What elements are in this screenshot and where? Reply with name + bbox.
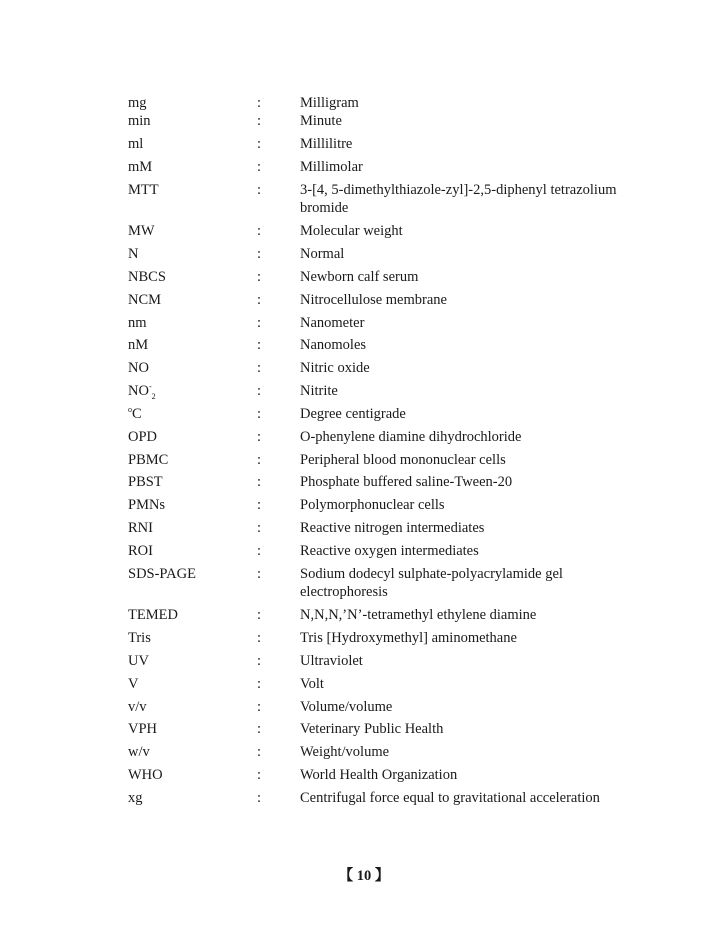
abbreviation-term: NO — [128, 360, 149, 376]
abbreviation-row — [0, 158, 728, 178]
abbreviation-row — [0, 268, 728, 288]
abbreviation-definition: Millilitre — [300, 136, 353, 152]
abbreviation-definition: Centrifugal force equal to gravitational acceleration — [300, 790, 600, 806]
abbreviation-row — [0, 112, 728, 132]
abbreviation-row — [0, 789, 728, 809]
abbreviation-term: v/v — [128, 699, 147, 715]
abbreviation-row — [0, 565, 728, 600]
abbreviation-definition: Veterinary Public Health — [300, 721, 444, 737]
separator-colon: : — [257, 246, 262, 262]
abbreviation-definition: Nanometer — [300, 315, 365, 331]
abbreviation-term: V — [128, 676, 139, 692]
separator-colon: : — [257, 607, 262, 623]
abbreviation-term: OPD — [128, 429, 158, 445]
abbreviation-definition: Minute — [300, 113, 342, 129]
abbreviation-term: mM — [128, 159, 153, 175]
abbreviation-definition: Weight/volume — [300, 744, 390, 760]
abbreviation-definition: Polymorphonuclear cells — [300, 497, 445, 513]
abbreviation-term: WHO — [128, 767, 163, 783]
abbreviation-definition: N,N,N,’N’-tetramethyl ethylene diamine — [300, 607, 537, 623]
abbreviation-row — [0, 336, 728, 356]
abbreviation-term: NCM — [128, 292, 162, 308]
abbreviation-term: xg — [128, 790, 143, 806]
abbreviation-definition: Tris [Hydroxymethyl] aminomethane — [300, 630, 517, 646]
abbreviation-definition: Nitrocellulose membrane — [300, 292, 447, 308]
abbreviation-row — [0, 473, 728, 493]
abbreviation-row — [0, 496, 728, 516]
abbreviation-row — [0, 766, 728, 786]
abbreviation-term: N — [128, 246, 139, 262]
separator-colon: : — [257, 383, 262, 399]
abbreviation-definition: Nitrite — [300, 383, 338, 399]
abbreviation-row — [0, 428, 728, 448]
abbreviation-row — [0, 629, 728, 649]
abbreviation-definition: Nanomoles — [300, 337, 367, 353]
abbreviation-definition: Reactive oxygen intermediates — [300, 543, 479, 559]
abbreviation-term: w/v — [128, 744, 150, 760]
separator-colon: : — [257, 497, 262, 513]
abbreviation-base: C — [132, 406, 142, 422]
abbreviation-row — [0, 245, 728, 265]
separator-colon: : — [257, 630, 262, 646]
abbreviation-row — [0, 743, 728, 763]
abbreviation-row — [0, 222, 728, 242]
abbreviation-row — [0, 451, 728, 471]
abbreviation-term: nM — [128, 337, 149, 353]
abbreviation-term: min — [128, 113, 151, 129]
abbreviation-term: mg — [128, 95, 147, 111]
abbreviation-term: ml — [128, 136, 144, 152]
abbreviation-row — [0, 698, 728, 718]
separator-colon: : — [257, 136, 262, 152]
abbreviation-term: RNI — [128, 520, 153, 536]
abbreviation-definition: Newborn calf serum — [300, 269, 419, 285]
separator-colon: : — [257, 292, 262, 308]
abbreviation-term — [128, 405, 142, 423]
separator-colon: : — [257, 360, 262, 376]
abbreviation-definition: World Health Organization — [300, 767, 458, 783]
page-number: 【 10 】 — [338, 868, 390, 884]
abbreviation-superscript: o — [128, 405, 132, 415]
separator-colon: : — [257, 543, 262, 559]
abbreviation-definition: O-phenylene diamine dihydrochloride — [300, 429, 522, 445]
abbreviation-row — [0, 405, 728, 425]
separator-colon: : — [257, 269, 262, 285]
separator-colon: : — [257, 699, 262, 715]
abbreviation-definition: Milligram — [300, 95, 359, 111]
abbreviation-base: NO — [128, 383, 149, 399]
abbreviation-term: ROI — [128, 543, 153, 559]
abbreviation-definition: Volt — [300, 676, 324, 692]
separator-colon: : — [257, 566, 262, 582]
abbreviation-definition: Peripheral blood mononuclear cells — [300, 452, 506, 468]
separator-colon: : — [257, 406, 262, 422]
abbreviation-row — [0, 314, 728, 334]
abbreviation-definition: Millimolar — [300, 159, 363, 175]
abbreviation-row — [0, 291, 728, 311]
separator-colon: : — [257, 159, 262, 175]
separator-colon: : — [257, 744, 262, 760]
abbreviation-row — [0, 359, 728, 379]
abbreviation-term: UV — [128, 653, 149, 669]
abbreviation-subscript: 2 — [151, 391, 156, 401]
abbreviation-row — [0, 675, 728, 695]
abbreviation-definition: Sodium dodecyl sulphate-polyacrylamide gel electrophoresis — [300, 566, 563, 600]
abbreviation-row — [0, 606, 728, 626]
abbreviation-definition: Ultraviolet — [300, 653, 363, 669]
separator-colon: : — [257, 95, 262, 111]
separator-colon: : — [257, 653, 262, 669]
separator-colon: : — [257, 721, 262, 737]
separator-colon: : — [257, 474, 262, 490]
abbreviation-definition: 3-[4, 5-dimethylthiazole-zyl]-2,5-diphenyl tetrazolium bromide — [300, 182, 617, 216]
separator-colon: : — [257, 790, 262, 806]
separator-colon: : — [257, 113, 262, 129]
abbreviation-superscript: - — [148, 382, 152, 392]
abbreviation-term: PBMC — [128, 452, 169, 468]
abbreviation-row — [0, 519, 728, 539]
abbreviation-term: nm — [128, 315, 147, 331]
separator-colon: : — [257, 337, 262, 353]
separator-colon: : — [257, 767, 262, 783]
abbreviation-definition: Volume/volume — [300, 699, 393, 715]
abbreviation-term: SDS-PAGE — [128, 566, 196, 582]
abbreviation-row — [0, 181, 728, 216]
abbreviation-term — [128, 382, 156, 400]
abbreviation-term: PMNs — [128, 497, 166, 513]
abbreviation-row — [0, 135, 728, 155]
abbreviation-row — [0, 382, 728, 402]
abbreviation-definition: Degree centigrade — [300, 406, 406, 422]
abbreviation-row — [0, 94, 728, 114]
separator-colon: : — [257, 223, 262, 239]
abbreviation-term: NBCS — [128, 269, 166, 285]
abbreviation-row — [0, 652, 728, 672]
abbreviation-term: MTT — [128, 182, 159, 198]
abbreviation-term: VPH — [128, 721, 158, 737]
abbreviation-definition: Molecular weight — [300, 223, 403, 239]
separator-colon: : — [257, 452, 262, 468]
abbreviation-definition: Nitric oxide — [300, 360, 370, 376]
separator-colon: : — [257, 315, 262, 331]
separator-colon: : — [257, 429, 262, 445]
abbreviation-term: PBST — [128, 474, 163, 490]
abbreviation-row — [0, 720, 728, 740]
abbreviation-row — [0, 542, 728, 562]
abbreviation-definition: Reactive nitrogen intermediates — [300, 520, 485, 536]
separator-colon: : — [257, 182, 262, 198]
abbreviation-definition: Normal — [300, 246, 345, 262]
abbreviation-term: TEMED — [128, 607, 178, 623]
abbreviation-term: MW — [128, 223, 155, 239]
abbreviation-term: Tris — [128, 630, 151, 646]
separator-colon: : — [257, 676, 262, 692]
abbreviation-definition: Phosphate buffered saline-Tween-20 — [300, 474, 513, 490]
separator-colon: : — [257, 520, 262, 536]
